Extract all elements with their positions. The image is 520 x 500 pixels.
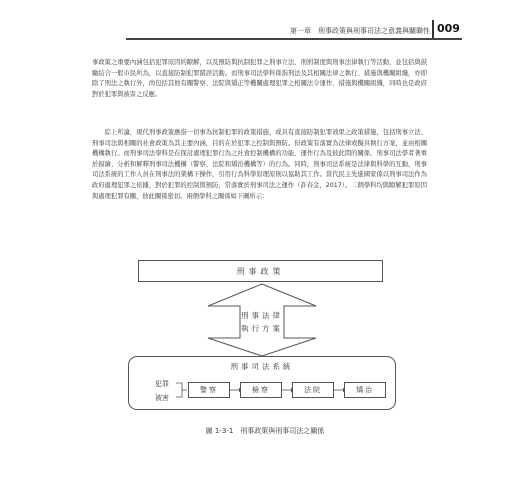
agency-police: 警察 <box>188 382 230 398</box>
agency-court: 法院 <box>292 382 334 398</box>
law-line-2: 執行方案 <box>241 324 283 333</box>
law-line-1: 刑事法律 <box>241 311 283 320</box>
policy-box: 刑事政策 <box>138 260 383 282</box>
agency-corrections: 矯治 <box>344 382 386 398</box>
side-label-crime: 犯罪 <box>155 380 169 388</box>
paragraph-2: 綜上所論，現代刑事政策應指一切事為抗制犯罪的政策措施，或具有直接防制犯罪效果之政策措施，包括刑事立法、刑事司法與相關的社會政策為其主要內涵，目的在於犯罪之控制與預防。但政策有落實為法律或擬具執行方案，並由相關機構執行。而刑事司法學科是在探討處理犯罪行為之社會控制機構的功能、運作行為及彼此間的關係，刑事司法學者著重於描繪、分析和解釋刑事司法機構（警察、法院和矯治機構等）的行為。同時，刑事司法系統是法律與科學的互動，刑事司法系統的工作人員在刑事法的架構下操作，引用行為科學原理原則以協助其工作。當代民主先進國家係以刑事司法作為政府處理犯罪之依據，對於犯罪的控制與預防，常落實於刑事司法之運作（許春金，2017）。二個學科均與瞭解犯罪原因與處理犯罪有關，彼此關係密切。兩個學科之關係如下圖所示： <box>92 129 427 200</box>
page-number: 009 <box>432 20 467 38</box>
system-title: 刑事司法系統 <box>230 362 294 371</box>
side-label-victim: 被害 <box>155 394 169 402</box>
law-label <box>222 309 302 335</box>
paragraph-1: 事政策之重要內涵包括犯罪原因的瞭解，以及預防與抗制犯罪之刑事立法、刑罰制度與刑事法律執行等活動，並包括與鼓勵結合一般市民所為，以直接防制犯罪錯誤活動。而刑事司法學科係指刑法及其相關法律之執行、措施與機關組織，亦即除了刑法之執行外，尚包括其他有關警察、法院與矯正等機關處理犯罪之相關法令運作、措施與機關組織，同時也是政府對於犯罪與被害之反應。 <box>92 59 427 98</box>
agency-prosecution: 檢察 <box>240 382 282 398</box>
chapter-title: 第一章 刑事政策與刑事司法之意義與關聯性 <box>290 27 430 35</box>
figure-caption: 圖 1-3-1 刑事政策與刑事司法之關係 <box>205 427 325 435</box>
